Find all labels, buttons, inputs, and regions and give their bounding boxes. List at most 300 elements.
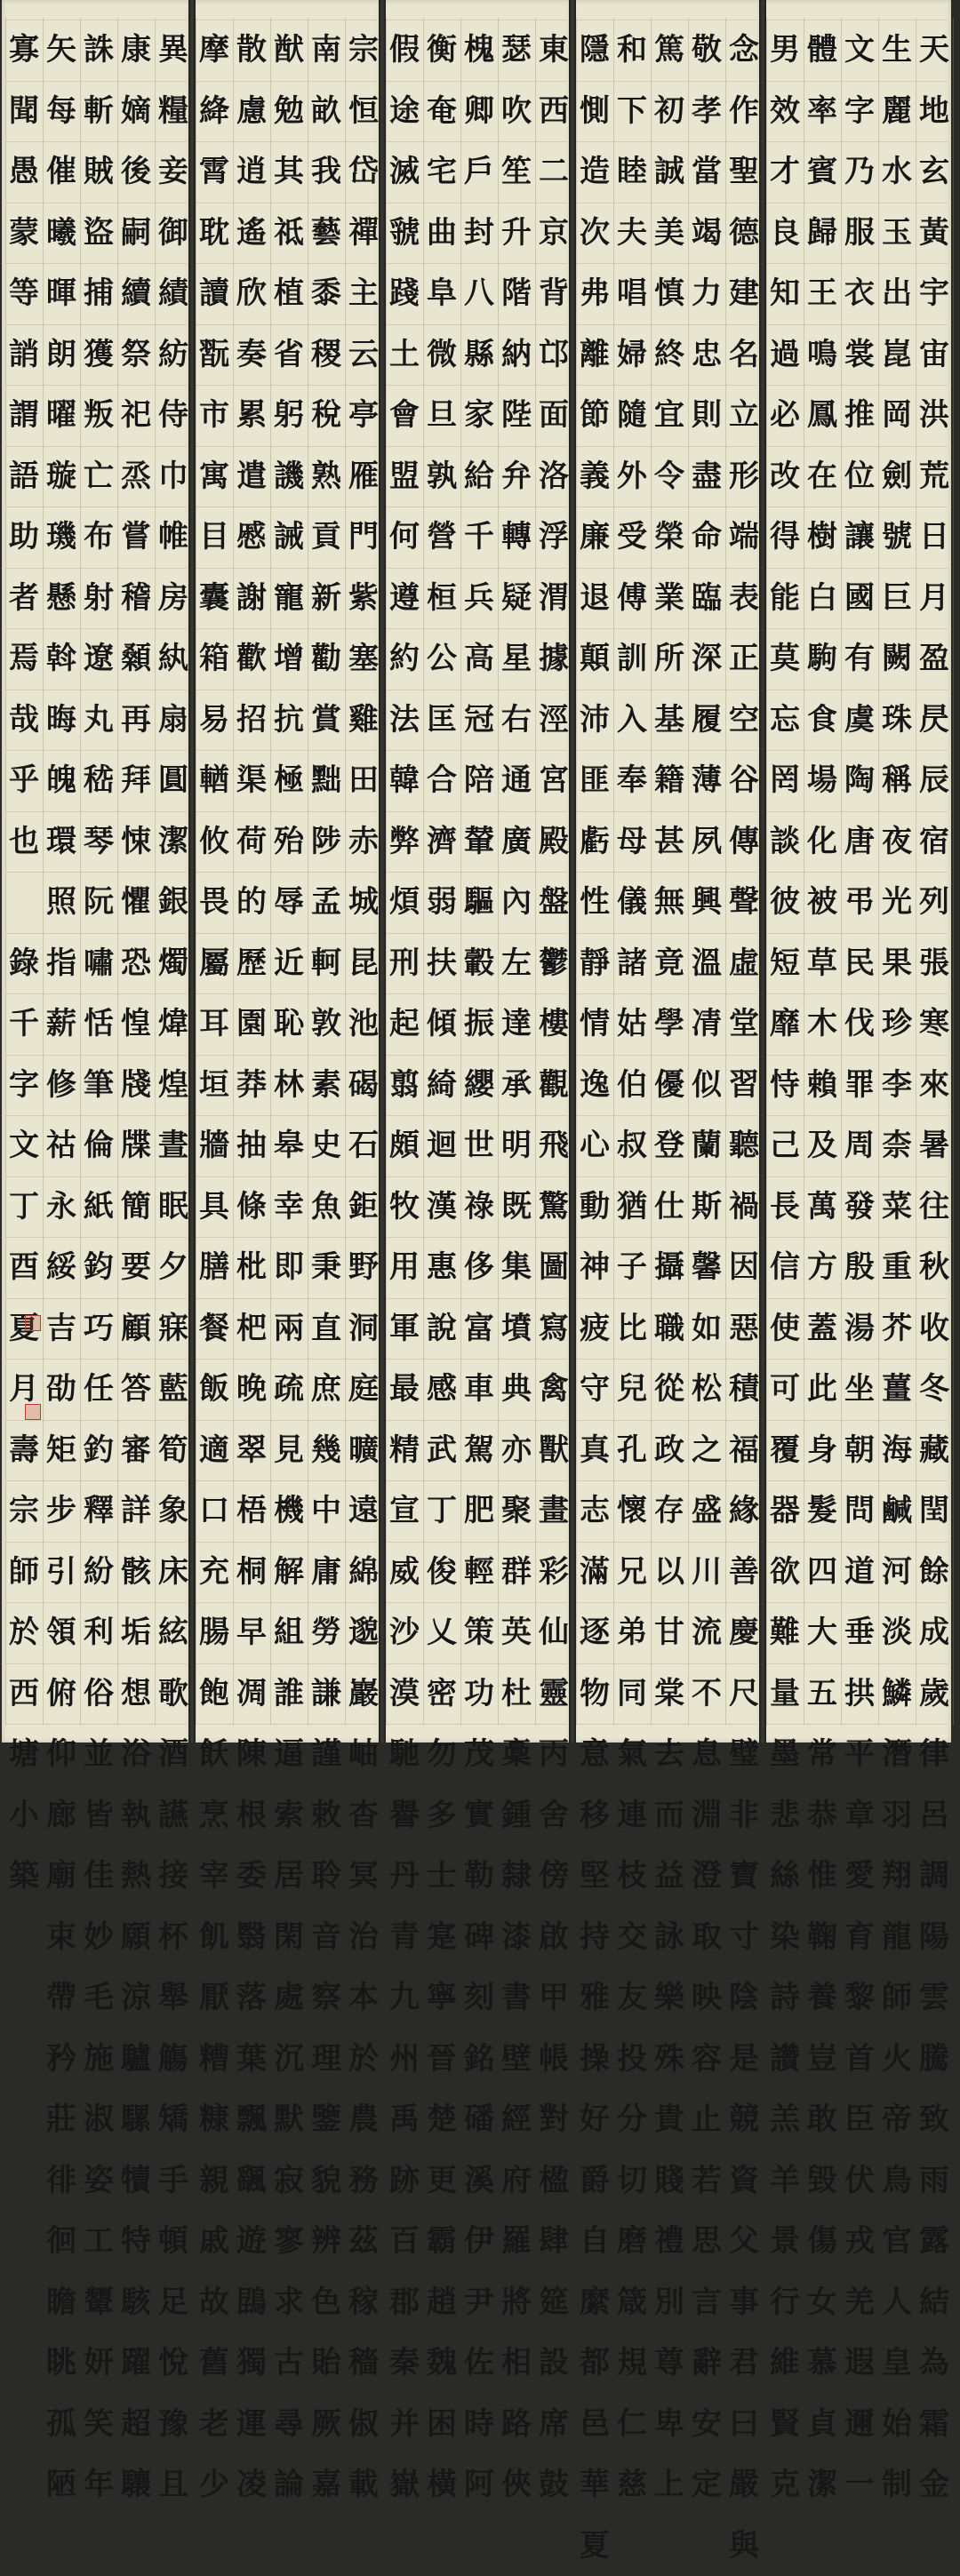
- character: 帷: [154, 506, 193, 568]
- character: 駒: [803, 628, 842, 690]
- character: 秦: [385, 2333, 424, 2394]
- character: 青: [385, 1907, 424, 1968]
- character: 裳: [840, 324, 879, 386]
- character: 鵾: [232, 2272, 271, 2333]
- character: 易: [195, 690, 234, 751]
- character: 讓: [840, 506, 879, 568]
- character: 手: [154, 2150, 193, 2212]
- character: 昆: [344, 933, 383, 994]
- character: 修: [42, 1055, 81, 1116]
- character: 禪: [344, 203, 383, 264]
- character: 徘: [42, 2150, 81, 2212]
- seal-stamp: [25, 1315, 41, 1331]
- character: 名: [724, 324, 764, 386]
- character: 杯: [154, 1907, 193, 1968]
- character: 施: [79, 2029, 118, 2090]
- character: 眠: [154, 1176, 193, 1238]
- character: 欲: [765, 1542, 804, 1603]
- character: 被: [803, 872, 842, 933]
- character: 勸: [307, 628, 346, 690]
- character: 梧: [232, 1480, 271, 1542]
- character: 獸: [534, 1420, 573, 1481]
- character: 英: [497, 1602, 536, 1663]
- character: 升: [497, 203, 536, 264]
- character: 若: [687, 2150, 726, 2212]
- character: 州: [385, 2029, 424, 2090]
- character: 更: [422, 2150, 461, 2212]
- character: 筆: [79, 1055, 118, 1116]
- character: 精: [385, 1420, 424, 1481]
- character: 佐: [460, 2333, 499, 2394]
- character: 鱗: [877, 1663, 916, 1725]
- character: 洞: [344, 1298, 383, 1360]
- character: 文: [840, 20, 879, 81]
- character: 洪: [915, 385, 954, 446]
- character: 篤: [650, 20, 689, 81]
- character: 城: [344, 872, 383, 933]
- character: 執: [116, 1785, 156, 1846]
- character: 制: [877, 2454, 916, 2516]
- character: 師: [4, 1542, 44, 1603]
- character: 似: [687, 1055, 726, 1116]
- character: 威: [385, 1542, 424, 1603]
- character: 楹: [534, 2150, 573, 2212]
- text-column: [195, 20, 234, 2516]
- character: 滿: [575, 1542, 614, 1603]
- character: 散: [232, 20, 271, 81]
- character: 畝: [307, 81, 346, 142]
- character: 桐: [232, 1542, 271, 1603]
- character: 池: [344, 993, 383, 1055]
- character: 慶: [724, 1602, 764, 1663]
- character: 步: [42, 1480, 81, 1542]
- character: 士: [422, 1846, 461, 1907]
- character: 終: [650, 324, 689, 386]
- character: 比: [612, 1298, 652, 1360]
- character: 箱: [195, 628, 234, 690]
- character: 菜: [877, 1176, 916, 1238]
- character: 皇: [877, 2333, 916, 2394]
- character: 磨: [612, 2211, 652, 2272]
- character: 石: [344, 1115, 383, 1176]
- character: 足: [154, 2272, 193, 2333]
- character: 作: [724, 81, 764, 142]
- character: 欣: [232, 263, 271, 324]
- character: 立: [724, 385, 764, 446]
- character: 聚: [497, 1480, 536, 1542]
- character: 問: [840, 1480, 879, 1542]
- character: 伏: [840, 2150, 879, 2212]
- character: 農: [344, 2089, 383, 2150]
- character: 珍: [877, 993, 916, 1055]
- character: 慕: [803, 2333, 842, 2394]
- character: 蒙: [4, 203, 44, 264]
- character: 夏: [575, 2516, 614, 2576]
- character: 詳: [116, 1480, 156, 1542]
- character: 廉: [575, 506, 614, 568]
- character: 兵: [460, 568, 499, 629]
- character: 賊: [79, 141, 118, 203]
- character: 光: [877, 872, 916, 933]
- character: 捕: [79, 263, 118, 324]
- character: 師: [877, 1967, 916, 2029]
- character: 筍: [154, 1420, 193, 1481]
- character: 尹: [460, 2272, 499, 2333]
- character: 起: [385, 993, 424, 1055]
- character: 懸: [42, 568, 81, 629]
- character: 碣: [344, 1055, 383, 1116]
- character: 嗣: [116, 203, 156, 264]
- character: 鹹: [877, 1480, 916, 1542]
- character: 夫: [612, 203, 652, 264]
- character: 赤: [344, 811, 383, 873]
- character: 稾: [497, 1724, 536, 1785]
- character: 辨: [307, 2211, 346, 2272]
- character: 善: [724, 1542, 764, 1603]
- character: 歌: [154, 1663, 193, 1725]
- character: 亭: [344, 385, 383, 446]
- character: 銀: [154, 872, 193, 933]
- character: 唐: [840, 811, 879, 873]
- character: 氣: [612, 1724, 652, 1785]
- character: 牆: [195, 1115, 234, 1176]
- character: 壁: [497, 2029, 536, 2090]
- character: 於: [4, 1602, 44, 1663]
- character: 高: [460, 628, 499, 690]
- character: 幾: [307, 1420, 346, 1481]
- character: 譽: [385, 1785, 424, 1846]
- character: 荷: [232, 811, 271, 873]
- character: 心: [575, 1115, 614, 1176]
- character: 維: [765, 2333, 804, 2394]
- character: 形: [724, 446, 764, 507]
- character: 化: [803, 811, 842, 873]
- character: 讌: [154, 1785, 193, 1846]
- character: 子: [612, 1237, 652, 1298]
- character: 體: [803, 20, 842, 81]
- character: 藝: [307, 203, 346, 264]
- character: 祭: [116, 324, 156, 386]
- character: 桓: [422, 568, 461, 629]
- character: 靈: [534, 1663, 573, 1725]
- character: 蘭: [687, 1115, 726, 1176]
- character: 飄: [232, 2089, 271, 2150]
- character: 映: [687, 1967, 726, 2029]
- character: 肥: [460, 1480, 499, 1542]
- text-column: [42, 20, 81, 2516]
- text-column: [803, 20, 842, 2516]
- character: 恥: [269, 993, 308, 1055]
- character: 佳: [79, 1846, 118, 1907]
- character: 身: [803, 1420, 842, 1481]
- character: 羅: [497, 2211, 536, 2272]
- character: 書: [497, 1967, 536, 2029]
- character: 溪: [460, 2150, 499, 2212]
- character: 眺: [42, 2333, 81, 2394]
- character: 貢: [307, 506, 346, 568]
- character: 猶: [612, 1176, 652, 1238]
- character: 並: [79, 1724, 118, 1785]
- character: 志: [575, 1480, 614, 1542]
- character: 軻: [307, 933, 346, 994]
- character: 發: [840, 1176, 879, 1238]
- character: 辱: [269, 872, 308, 933]
- character: 信: [765, 1237, 804, 1298]
- character: 田: [344, 750, 383, 811]
- character: 退: [575, 568, 614, 629]
- character: 罪: [840, 1055, 879, 1116]
- character: 官: [877, 2211, 916, 2272]
- character: 靡: [765, 993, 804, 1055]
- character: 歡: [232, 628, 271, 690]
- character: 約: [385, 628, 424, 690]
- character: 紈: [154, 628, 193, 690]
- character: 睦: [612, 141, 652, 203]
- character: 聲: [724, 872, 764, 933]
- character: 成: [915, 1602, 954, 1663]
- character: 茲: [344, 2211, 383, 2272]
- character: 策: [460, 1602, 499, 1663]
- text-column: [422, 20, 461, 2516]
- character: 續: [116, 263, 156, 324]
- character: 詩: [765, 1967, 804, 2029]
- character: 空: [724, 690, 764, 751]
- character: 巧: [79, 1298, 118, 1360]
- character: 嘗: [116, 506, 156, 568]
- character: 水: [877, 141, 916, 203]
- character: 殆: [269, 811, 308, 873]
- character: 煒: [154, 993, 193, 1055]
- character: 事: [724, 2272, 764, 2333]
- character: 男: [765, 20, 804, 81]
- character: 資: [724, 2150, 764, 2212]
- character: 條: [232, 1176, 271, 1238]
- character: 納: [497, 324, 536, 386]
- character: 鳴: [803, 324, 842, 386]
- character: 方: [803, 1237, 842, 1298]
- character: 得: [765, 506, 804, 568]
- character: 意: [575, 1724, 614, 1785]
- character: 晉: [422, 2029, 461, 2090]
- character: 字: [4, 1055, 44, 1116]
- character: 庶: [307, 1359, 346, 1420]
- character: 倫: [79, 1115, 118, 1176]
- character: 弊: [385, 811, 424, 873]
- character: 祜: [42, 1115, 81, 1176]
- character: 曜: [42, 385, 81, 446]
- character: 俊: [422, 1542, 461, 1603]
- character: 逸: [575, 1055, 614, 1116]
- character: 優: [650, 1055, 689, 1116]
- character: 獲: [79, 324, 118, 386]
- character: 念: [724, 20, 764, 81]
- character: 悚: [116, 811, 156, 873]
- character: 貽: [307, 2333, 346, 2394]
- character: 煌: [154, 1055, 193, 1116]
- character: 國: [840, 568, 879, 629]
- character: 誰: [269, 1663, 308, 1725]
- character: 的: [232, 872, 271, 933]
- character: 初: [650, 81, 689, 142]
- character: 實: [460, 1785, 499, 1846]
- character: 談: [765, 811, 804, 873]
- character: 求: [269, 2272, 308, 2333]
- character: 羊: [765, 2150, 804, 2212]
- character: 姑: [612, 993, 652, 1055]
- character: 疑: [497, 568, 536, 629]
- character: 虞: [840, 690, 879, 751]
- character: 凌: [232, 2454, 271, 2516]
- character: 後: [116, 141, 156, 203]
- character: 沙: [385, 1602, 424, 1663]
- character: 營: [422, 506, 461, 568]
- character: 輕: [460, 1542, 499, 1603]
- character: 羽: [877, 1785, 916, 1846]
- character: 驅: [460, 872, 499, 933]
- character: 縣: [460, 324, 499, 386]
- character: 鳳: [803, 385, 842, 446]
- character: 登: [650, 1115, 689, 1176]
- character: 八: [460, 263, 499, 324]
- character: 良: [765, 203, 804, 264]
- character: 漠: [385, 1663, 424, 1725]
- character: 通: [497, 750, 536, 811]
- character: 賓: [803, 141, 842, 203]
- character: 去: [650, 1724, 689, 1785]
- character: 弟: [612, 1602, 652, 1663]
- character: 存: [650, 1480, 689, 1542]
- character: 無: [650, 872, 689, 933]
- character: 而: [650, 1785, 689, 1846]
- character: 笙: [497, 141, 536, 203]
- character: 白: [803, 568, 842, 629]
- character: 收: [915, 1298, 954, 1360]
- character: 己: [765, 1115, 804, 1176]
- character: 仙: [534, 1602, 573, 1663]
- character: 等: [4, 263, 44, 324]
- character: 餘: [915, 1542, 954, 1603]
- character: 友: [612, 1967, 652, 2029]
- character: 束: [42, 1907, 81, 1968]
- character: 容: [687, 2029, 726, 2090]
- character: 晝: [154, 1115, 193, 1176]
- character: 一: [840, 2454, 879, 2516]
- character: 省: [269, 324, 308, 386]
- character: 學: [650, 993, 689, 1055]
- character: 郡: [385, 2272, 424, 2333]
- character: 路: [497, 2394, 536, 2455]
- character: 河: [877, 1542, 916, 1603]
- text-column: [877, 20, 916, 2516]
- character: 場: [803, 750, 842, 811]
- character: 傷: [803, 2211, 842, 2272]
- character: 困: [422, 2394, 461, 2455]
- text-column: [269, 20, 308, 2516]
- character: 淡: [877, 1602, 916, 1663]
- character: 布: [79, 506, 118, 568]
- character: 孟: [307, 872, 346, 933]
- character: 律: [915, 1724, 954, 1785]
- character: 命: [687, 506, 726, 568]
- character: 常: [803, 1724, 842, 1785]
- character: 筵: [534, 2272, 573, 2333]
- character: 性: [575, 872, 614, 933]
- character: 鼓: [534, 2454, 573, 2516]
- character: 載: [344, 2454, 383, 2516]
- character: 閑: [269, 1907, 308, 1968]
- character: 扇: [154, 690, 193, 751]
- character: 塞: [344, 628, 383, 690]
- character: 張: [915, 933, 954, 994]
- character: 投: [612, 2029, 652, 2090]
- character: 願: [116, 1907, 156, 1968]
- character: 號: [877, 506, 916, 568]
- character: 吹: [497, 81, 536, 142]
- character: 自: [575, 2211, 614, 2272]
- character: 紫: [344, 568, 383, 629]
- character: 衡: [422, 20, 461, 81]
- character: 寵: [269, 568, 308, 629]
- character: 積: [724, 1359, 764, 1420]
- character: 誅: [79, 20, 118, 81]
- character: 業: [650, 568, 689, 629]
- character: 始: [877, 2394, 916, 2455]
- character: 伐: [840, 993, 879, 1055]
- character: 飛: [534, 1115, 573, 1176]
- character: 驚: [534, 1176, 573, 1238]
- character: 劭: [42, 1359, 81, 1420]
- text-column: [612, 20, 652, 2516]
- character: 詠: [650, 1907, 689, 1968]
- character: 緣: [724, 1480, 764, 1542]
- character: 陽: [915, 1907, 954, 1968]
- text-column: [687, 20, 726, 2516]
- character: 爵: [575, 2150, 614, 2212]
- character: 霄: [195, 141, 234, 203]
- character: 凊: [687, 993, 726, 1055]
- character: 徊: [42, 2211, 81, 2272]
- character: 毀: [803, 2150, 842, 2212]
- character: 丹: [385, 1846, 424, 1907]
- character: 日: [915, 506, 954, 568]
- character: 晦: [42, 690, 81, 751]
- text-column: [154, 20, 193, 2516]
- character: 最: [385, 1359, 424, 1420]
- character: 拜: [116, 750, 156, 811]
- character: 蓋: [803, 1298, 842, 1360]
- character: 熟: [307, 446, 346, 507]
- character: 植: [269, 263, 308, 324]
- character: 棠: [650, 1663, 689, 1725]
- character: 階: [497, 263, 536, 324]
- character: 鬱: [534, 933, 573, 994]
- character: 內: [497, 872, 536, 933]
- character: 連: [612, 1785, 652, 1846]
- character: 取: [687, 1907, 726, 1968]
- character: 主: [344, 263, 383, 324]
- character: 飢: [195, 1907, 234, 1968]
- character: 禍: [724, 1176, 764, 1238]
- character: 審: [116, 1420, 156, 1481]
- character: 舍: [534, 1785, 573, 1846]
- character: 想: [116, 1663, 156, 1725]
- character: 寫: [534, 1298, 573, 1360]
- character: 理: [307, 2029, 346, 2090]
- character: 浴: [116, 1724, 156, 1785]
- character: 勿: [422, 1724, 461, 1785]
- character: 辭: [687, 2333, 726, 2394]
- character: 萬: [803, 1176, 842, 1238]
